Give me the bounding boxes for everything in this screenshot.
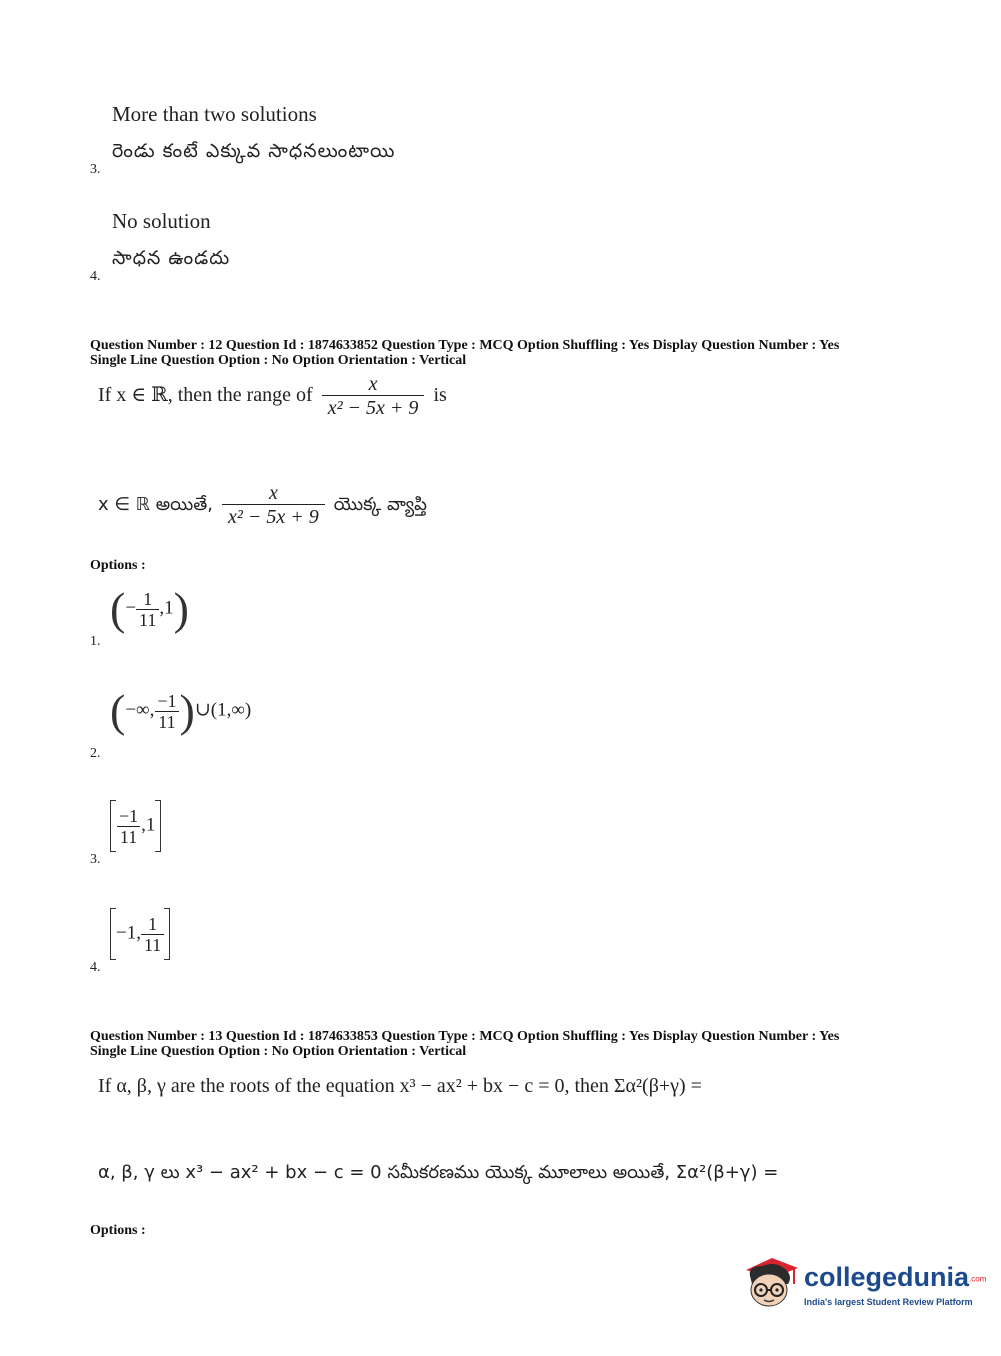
- q13-english-question: If α, β, γ are the roots of the equation x³ − ax² + bx − c = 0, then Σα²(β+γ) =: [98, 1075, 702, 1097]
- q12-option-3-number: 3.: [90, 852, 101, 867]
- q12-meta-line-2: Single Line Question Option : No Option Orientation : Vertical: [90, 353, 467, 368]
- collegedunia-logo: [742, 1250, 987, 1314]
- q12-option-1[interactable]: (− $\frac{1}{11}$ ,1): [110, 583, 189, 634]
- option-4-number: 4.: [90, 269, 101, 284]
- q12-option-2[interactable]: (−∞, $\frac{-1}{11}$ )∪(1,∞): [110, 685, 252, 736]
- mascot-icon: [742, 1252, 800, 1310]
- option-3-number: 3.: [90, 162, 101, 177]
- q12-telugu-fraction: [222, 482, 325, 529]
- q13-options-label: Options :: [90, 1223, 146, 1238]
- fraction-numerator: x: [368, 373, 378, 395]
- option-3-english: More than two solutions: [112, 102, 317, 126]
- q12-english-question: [98, 373, 447, 420]
- q12-option-4-number: 4.: [90, 960, 101, 975]
- option-3-telugu: రెండు కంటే ఎక్కువ సాధనలుంటాయి: [112, 140, 396, 162]
- fraction-denominator: x² − 5x + 9: [222, 504, 325, 529]
- q12-meta-line-1: Question Number : 12 Question Id : 1874633852 Question Type : MCQ Option Shuffling : Yes Display Question Number : Yes: [90, 338, 840, 353]
- q13-telugu-question: α, β, γ లు x³ − ax² + bx − c = 0 సమీకరణము యొక్క మూలాలు అయితే, Σα²(β+γ) =: [98, 1162, 779, 1183]
- option-4-english: No solution: [112, 209, 211, 233]
- q12-option-3[interactable]: $\frac{-1}{11}$ ,1: [110, 800, 161, 852]
- logo-suffix: .com: [969, 1274, 987, 1284]
- q12-english-prefix: If x ∈ ℝ, then the range of: [98, 384, 313, 407]
- q13-meta-line-2: Single Line Question Option : No Option Orientation : Vertical: [90, 1044, 467, 1059]
- logo-name: collegedunia: [804, 1262, 970, 1292]
- q12-telugu-suffix: యొక్క వ్యాప్తి: [333, 494, 427, 516]
- q12-telugu-prefix: x ∈ ℝ అయితే,: [98, 494, 214, 516]
- q12-options-label: Options :: [90, 558, 146, 573]
- q12-option-2-number: 2.: [90, 746, 101, 761]
- q13-meta-line-1: Question Number : 13 Question Id : 1874633853 Question Type : MCQ Option Shuffling : Yes Display Question Number : Yes: [90, 1029, 840, 1044]
- fraction-denominator: x² − 5x + 9: [322, 395, 425, 420]
- q12-english-fraction: [322, 373, 425, 420]
- q12-option-4[interactable]: −1, $\frac{1}{11}$: [110, 908, 170, 960]
- q12-english-suffix: is: [433, 384, 447, 407]
- q12-option-1-number: 1.: [90, 634, 101, 649]
- logo-tagline: India's largest Student Review Platform: [804, 1297, 973, 1307]
- option-4-telugu: సాధన ఉండదు: [112, 247, 231, 269]
- q12-telugu-question: [98, 482, 427, 529]
- fraction-numerator: x: [268, 482, 278, 504]
